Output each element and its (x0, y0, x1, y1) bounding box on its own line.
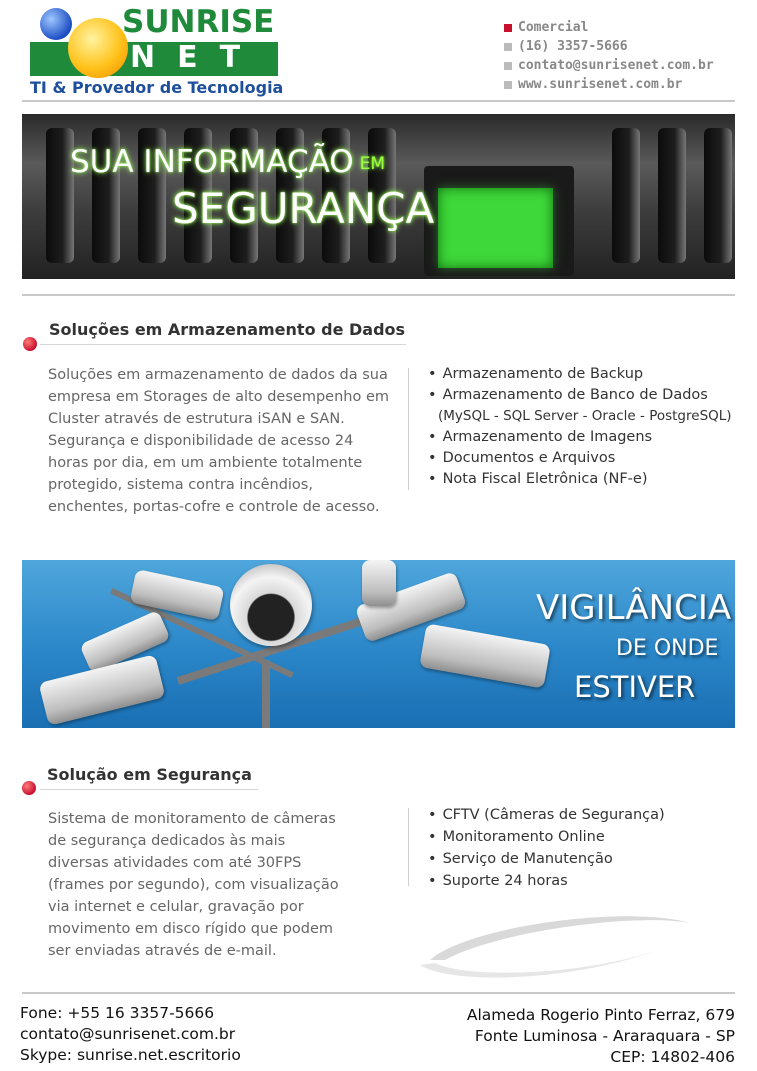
section-divider (22, 294, 735, 296)
logo-blue-globe (40, 8, 72, 40)
red-bullet-icon (22, 781, 36, 795)
surveillance-banner (22, 560, 735, 728)
contact-commercial: Comercial (504, 18, 714, 37)
footer-email[interactable]: contato@sunrisenet.com.br (20, 1025, 236, 1043)
security-description: Sistema de monitoramento de câmeras de segurança dedicados às mais diversas atividades com até 30FPS (frames por segundo), com visualização via internet e celular, gravação por movimento em disco rígido que podem ser enviadas através de e-mail. (48, 811, 339, 959)
server-lcd-display (438, 188, 553, 268)
list-item: • Armazenamento de Banco de Dados (428, 385, 732, 406)
banner-headline-2: DE ONDE (616, 636, 719, 661)
footer-contacts (20, 1003, 241, 1066)
gray-square-icon (504, 43, 512, 51)
footer-phone: Fone: +55 16 3357-5666 (20, 1004, 215, 1022)
contact-website[interactable]: www.sunrisenet.com.br (504, 75, 714, 94)
storage-service-list (428, 364, 732, 490)
logo-sun-icon (68, 18, 128, 78)
banner-headline-1: SUA INFORMAÇÃO EM (70, 144, 386, 180)
gray-square-icon (504, 62, 512, 70)
contact-email[interactable]: contato@sunrisenet.com.br (504, 56, 714, 75)
dome-camera-icon (230, 564, 312, 646)
storage-description: Soluções em armazenamento de dados da sua empresa em Storages de alto desempenho em Cluster através de estrutura iSAN e SAN. Segurança e disponibilidade de acesso 24 horas por dia, em um ambiente totalmente protegido, sistema contra incêndios, enchentes, portas-cofre e controle de acesso. (48, 367, 389, 515)
header-divider (22, 100, 735, 102)
footer-skype: Skype: sunrise.net.escritorio (20, 1046, 241, 1064)
decorative-swoosh (410, 905, 700, 985)
red-square-icon (504, 24, 512, 32)
security-camera-icon (362, 560, 396, 606)
footer-divider (22, 992, 735, 994)
security-section-title: Solução em Segurança (47, 765, 252, 784)
security-camera-icon (129, 569, 224, 621)
company-logo (30, 4, 284, 102)
footer-address (467, 1005, 735, 1068)
list-item-subtext: (MySQL - SQL Server - Oracle - PostgreSQL) (438, 408, 732, 424)
list-item: • Documentos e Arquivos (428, 448, 732, 469)
logo-word-net: NET (130, 40, 263, 75)
footer-zip: CEP: 14802-406 (610, 1048, 735, 1066)
list-item: • CFTV (Câmeras de Segurança) (428, 804, 665, 826)
storage-banner (22, 114, 735, 279)
banner-headline-1: VIGILÂNCIA (536, 588, 732, 628)
gray-square-icon (504, 81, 512, 89)
title-underline (40, 344, 406, 345)
banner-headline-2: SEGURANÇA (172, 184, 435, 233)
logo-word-sunrise: SUNRISE (122, 4, 275, 40)
footer-city: Fonte Luminosa - Araraquara - SP (474, 1027, 735, 1045)
list-item: • Monitoramento Online (428, 826, 665, 848)
header-contacts (504, 18, 714, 94)
footer-street: Alameda Rogerio Pinto Ferraz, 679 (466, 1006, 735, 1024)
list-item: • Armazenamento de Imagens (428, 427, 732, 448)
security-camera-icon (419, 623, 551, 688)
list-item: • Suporte 24 horas (428, 870, 665, 892)
column-divider (408, 808, 409, 886)
storage-section-title: Soluções em Armazenamento de Dados (49, 320, 406, 339)
list-item: • Serviço de Manutenção (428, 848, 665, 870)
list-item: • Nota Fiscal Eletrônica (NF-e) (428, 469, 732, 490)
contact-phone: (16) 3357-5666 (504, 37, 714, 56)
list-item: • Armazenamento de Backup (428, 364, 732, 385)
logo-tagline: TI & Provedor de Tecnologia (30, 78, 284, 97)
title-underline (40, 789, 258, 790)
security-service-list (428, 804, 665, 892)
column-divider (408, 368, 409, 490)
red-bullet-icon (23, 337, 37, 351)
banner-headline-3: ESTIVER (574, 670, 696, 704)
